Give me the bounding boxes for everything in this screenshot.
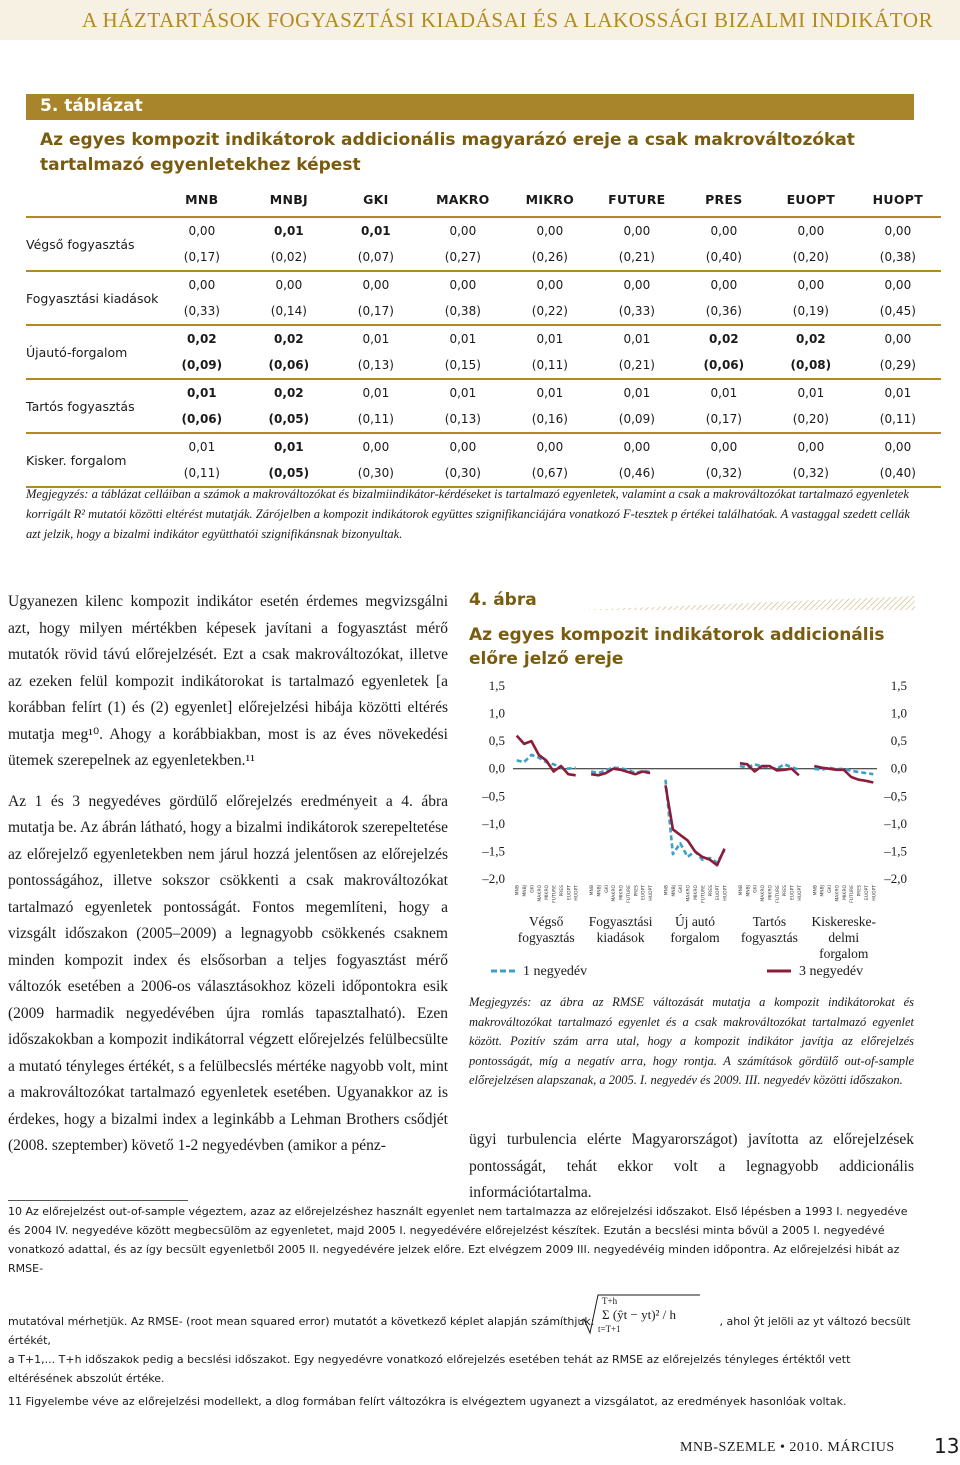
legend-label-1q: 1 negyedév: [523, 964, 588, 979]
table-row-pvalues: [26, 244, 941, 271]
group-label: forgalom: [819, 946, 869, 961]
table-cell-value: 0,00: [710, 278, 738, 292]
table-cell-pvalue: (0,36): [680, 298, 767, 325]
table-cell-pvalue: (0,06): [245, 352, 332, 379]
category-tick-label: GKI: [530, 885, 536, 893]
table-note: Megjegyzés: a táblázat celláiban a számok a makrováltozókat és bizalmiindikátor-kérdéseket is tartalmazó egyenletek, valamint a csak a makrováltozókat tartalmazó egyenletek korrigált R² mutatói közötti eltérést mutatják. Zárójelben a kompozit indikátorok együttes szignifikanciájára vonatkozó F-tesztek p értékei találhatóak. A vastaggal szedett cellák azt jelzik, hogy a bizalmi indikátor együtthatói szignifikánsnak bizonyultak.: [26, 487, 910, 541]
table-cell-pvalue: (0,32): [680, 460, 767, 487]
table-cell-value: 0,02: [274, 332, 304, 346]
group-label: delmi: [828, 930, 860, 945]
column-header-mikro: MIKRO: [525, 191, 575, 207]
y-tick-right: 0,0: [890, 760, 907, 776]
table-row-pvalues: [26, 460, 941, 487]
category-tick-label: MNBJ: [597, 885, 603, 897]
table-cell-value: 0,00: [623, 224, 651, 238]
category-tick-label: FUTURE: [850, 885, 856, 903]
table-cell-pvalue: (0,11): [332, 406, 419, 433]
y-tick-right: –1,5: [884, 843, 907, 859]
table-header-row: [26, 182, 941, 217]
category-tick-label: FUTURE: [552, 885, 558, 903]
category-tick-label: HUOPT: [797, 885, 803, 901]
table-cell-value: 0,02: [709, 332, 739, 346]
category-tick-label: HUOPT: [649, 885, 655, 901]
table-cell-value: 0,01: [710, 386, 738, 400]
page-number: 13: [934, 1434, 960, 1458]
group-label: Tartós: [752, 914, 787, 929]
table-cell-value: 0,02: [796, 332, 826, 346]
category-tick-label: PRES: [857, 885, 863, 897]
column-header-pres: PRES: [705, 191, 743, 207]
table-cell-value: 0,01: [797, 386, 825, 400]
group-label: Új autó: [674, 914, 716, 929]
table-cell-pvalue: (0,45): [854, 298, 941, 325]
column-header-mnbj: MNBJ: [269, 191, 308, 207]
category-tick-label: MNBJ: [523, 885, 529, 897]
column-header-euopt: EUOPT: [786, 191, 836, 207]
legend-label-3q: 3 negyedév: [799, 964, 864, 979]
table-cell-pvalue: (0,16): [506, 406, 593, 433]
table-cell-value: 0,01: [623, 332, 651, 346]
y-tick-right: 1,5: [890, 678, 907, 693]
table-cell-pvalue: (0,15): [419, 352, 506, 379]
y-tick-right: 0,5: [890, 733, 907, 749]
table-cell-pvalue: (0,40): [854, 460, 941, 487]
table-cell-pvalue: (0,09): [593, 406, 680, 433]
table-cell-pvalue: (0,32): [767, 460, 854, 487]
category-tick-label: MNBJ: [671, 885, 677, 897]
table-cell-pvalue: (0,19): [767, 298, 854, 325]
category-tick-label: MIKRO: [694, 885, 699, 900]
y-tick-left: 0,5: [488, 733, 505, 749]
category-tick-label: MIKRO: [545, 885, 551, 900]
table-cell-value: 0,00: [536, 224, 564, 238]
y-tick-left: –2,0: [482, 871, 505, 886]
table-cell-pvalue: (0,26): [506, 244, 593, 271]
table-cell-value: 0,00: [884, 332, 912, 346]
table-cell-value: 0,00: [884, 440, 912, 454]
figure-label: 4. ábra: [469, 590, 537, 610]
category-tick-label: EUOPT: [864, 885, 870, 901]
table-cell-value: 0,00: [536, 440, 564, 454]
table-cell-value: 0,00: [710, 440, 738, 454]
table-cell-pvalue: (0,11): [506, 352, 593, 379]
category-tick-label: GKI: [753, 885, 759, 893]
category-tick-label: HUOPT: [723, 885, 729, 901]
group-label: Végső: [528, 914, 564, 929]
y-tick-left: 0,0: [488, 760, 505, 776]
footnotes: [8, 1202, 918, 1411]
table-cell-value: 0,02: [274, 386, 304, 400]
row-label: Tartós fogyasztás: [26, 379, 158, 433]
table-cell-pvalue: (0,27): [419, 244, 506, 271]
category-tick-label: MNB: [590, 885, 596, 896]
table-corner: [26, 182, 158, 217]
table-cell-value: 0,00: [710, 224, 738, 238]
table-cell-pvalue: (0,21): [593, 244, 680, 271]
running-header: [0, 0, 960, 40]
footnote-rule: [8, 1200, 188, 1201]
y-tick-right: –2,0: [884, 871, 907, 886]
category-tick-label: MIKRO: [619, 885, 625, 900]
y-tick-left: 1,0: [488, 705, 505, 721]
group-label: kiadások: [596, 930, 645, 945]
table-cell-pvalue: (0,13): [419, 406, 506, 433]
category-tick-label: MNB: [515, 885, 521, 896]
table-cell-pvalue: (0,02): [245, 244, 332, 271]
category-tick-label: EUOPT: [567, 885, 573, 901]
table-cell-value: 0,00: [449, 440, 477, 454]
category-tick-label: MNBJ: [746, 885, 752, 897]
category-tick-label: HUOPT: [574, 885, 580, 901]
table-body: [26, 217, 941, 487]
category-tick-label: GKI: [828, 885, 834, 893]
table-cell-pvalue: (0,33): [158, 298, 245, 325]
table-cell-pvalue: (0,40): [680, 244, 767, 271]
category-tick-label: MNB: [813, 885, 819, 896]
table-cell-pvalue: (0,17): [680, 406, 767, 433]
body-paragraph: Ugyanezen kilenc kompozit indikátor esetén érdemes megvizsgálni azt, hogy milyen mértékben képesek javítani a fogyasztást mérő mutatók rövid távú előrejelzését. Ezt a csak makrováltozókat, illetve az ezeken felül kompozit indikátorokat is tartalmazó egyenletek [a korábban felírt (1) és (2) egyenlet] előrejelzési hibája közötti eltérés mutatja meg¹⁰. Ahogy a korábbiakban, most is az éves növekedési ütemek szerepelnek az egyenletekben.¹¹: [8, 593, 448, 769]
y-tick-left: –0,5: [482, 788, 505, 804]
table-cell-pvalue: (0,46): [593, 460, 680, 487]
table-cell-pvalue: (0,20): [767, 406, 854, 433]
formula-upper: T+h: [602, 1296, 618, 1306]
table-cell-value: 0,01: [884, 386, 912, 400]
y-tick-left: –1,0: [482, 815, 505, 831]
table-cell-value: 0,01: [362, 386, 390, 400]
running-header-title: A HÁZTARTÁSOK FOGYASZTÁSI KIADÁSAI ÉS A LAKOSSÁGI BIZALMI INDIKÁTOR: [82, 8, 934, 32]
table-cell-pvalue: (0,11): [158, 460, 245, 487]
table-cell-value: 0,00: [449, 278, 477, 292]
table-cell-pvalue: (0,05): [245, 406, 332, 433]
table-cell-value: 0,00: [362, 278, 390, 292]
table-cell-value: 0,00: [188, 278, 216, 292]
table-row: [26, 433, 941, 460]
footnote-10: 10 Az előrejelzést out-of-sample végeztem, azaz az előrejelzéshez használt egyenlet nem tartalmazza az előrejelzési időszakot. Első lépésben a 1993 I. negyedéve és 2004 IV. negyedéve között megbecsülöm az egyenletet, majd 2005 I. negyedévére előrejelzést készítek. Ezután a becslési minta bővül a 2005 I. negyedévé vonatkozó adattal, és az így becsült egyenletből 2005 II. negyedévére jelzek előre. Ezt elvégzem 2009 III. negyedévéig minden időpontra. Az előrejelzési hibát az RMSE-: [8, 1205, 908, 1275]
table-cell-pvalue: (0,30): [419, 460, 506, 487]
table-cell-pvalue: (0,06): [158, 406, 245, 433]
table-cell-pvalue: (0,05): [245, 460, 332, 487]
formula-body: Σ (ŷt − yt)² / h: [602, 1307, 677, 1322]
row-label: Kisker. forgalom: [26, 433, 158, 487]
category-tick-label: EUOPT: [641, 885, 647, 901]
table-cell-pvalue: (0,06): [680, 352, 767, 379]
y-tick-left: 1,5: [488, 678, 505, 693]
table-cell-pvalue: (0,14): [245, 298, 332, 325]
row-label: Fogyasztási kiadások: [26, 271, 158, 325]
table-cell-pvalue: (0,09): [158, 352, 245, 379]
table-cell-value: 0,01: [449, 332, 477, 346]
column-header-huopt: HUOPT: [872, 191, 924, 207]
group-label: fogyasztás: [517, 930, 575, 945]
table-cell-value: 0,01: [536, 386, 564, 400]
rmse-chart: [465, 672, 915, 990]
table-row-pvalues: [26, 406, 941, 433]
body-left-column: [8, 589, 448, 1174]
table-cell-value: 0,00: [623, 278, 651, 292]
table-row: [26, 217, 941, 244]
table-row: [26, 271, 941, 298]
table-cell-pvalue: (0,67): [506, 460, 593, 487]
table-cell-value: 0,00: [275, 278, 303, 292]
table-cell-pvalue: (0,20): [767, 244, 854, 271]
table-row-pvalues: [26, 352, 941, 379]
table-cell-value: 0,02: [187, 332, 217, 346]
table-cell-pvalue: (0,38): [854, 244, 941, 271]
table-cell-value: 0,01: [449, 386, 477, 400]
figure-title: Az egyes kompozit indikátorok addicionális előre jelző ereje: [469, 625, 885, 669]
group-label: Fogyasztási: [588, 914, 653, 929]
column-header-makro: MAKRO: [436, 191, 490, 207]
table-cell-value: 0,00: [536, 278, 564, 292]
table-cell-pvalue: (0,21): [593, 352, 680, 379]
table-cell-value: 0,00: [362, 440, 390, 454]
category-tick-label: MNB: [664, 885, 670, 896]
table-cell-pvalue: (0,33): [593, 298, 680, 325]
category-tick-label: PRES: [708, 885, 714, 897]
table-cell-pvalue: (0,17): [158, 244, 245, 271]
table-cell-value: 0,01: [274, 224, 304, 238]
table-cell-pvalue: (0,07): [332, 244, 419, 271]
footnote-10-formula-line: [8, 1312, 918, 1350]
table-cell-value: 0,01: [274, 440, 304, 454]
table-cell-pvalue: (0,38): [419, 298, 506, 325]
results-table: [26, 182, 941, 488]
body-paragraph: Az 1 és 3 negyedéves gördülő előrejelzés eredményeit a 4. ábra mutatja be. Az ábrán látható, hogy a bizalmi indikátorok szerepeltetése az előrejelző egyenletekben nem járul hozzá jelentősen az előrejelzés pontosságához, illetve sokszor csökkenti a csak makrováltozókat tartalmazó egyenletek pontosságát. Fontos megemlíteni, hogy a vizsgált időszakon (2005–2009) a legnagyobb csökkenés csaknem minden kompozit index és elsősorban a teljes fogyasztást mérő változók esetében a 2006-os választásokhoz közeli időpontokra esik (2009 harmadik negyedévében újra romlás tapasztalható). Ezen időszakokban a kompozit indikátorral végzett előrejelzés felülbecsülte a mutató tényleges értékét, s a felülbecslés mértéke nagyobb volt, mint a makrováltozókat tartalmazó egyenletek esetében. Ugyanakkor az is érdekes, hogy a bizalmi index a leginkább a Lehman Brothers csődjét (2008. szeptember) követő 1-2 negyedévben (amikor a pénz-: [8, 792, 448, 1154]
category-tick-label: MNB: [738, 885, 744, 896]
row-label: Újautó-forgalom: [26, 325, 158, 379]
footnote-10-continued: a T+1,... T+h időszakok pedig a becslési időszakot. Egy negyedévre vonatkozó előrejelzés esetében tehát az RMSE az előrejelzés tényleges értéktől vett eltérésének abszolút értéke.: [8, 1353, 851, 1385]
table-row: [26, 325, 941, 352]
footnote-10-text: mutatóval mérhetjük. Az RMSE- (root mean squared error) mutatót a következő képlet alapján számíthjuk:: [8, 1315, 595, 1328]
body-right-column: ügyi turbulencia elérte Magyarországot) javította az előrejelzések pontosságát, tehát ekkor volt a legnagyobb addicionális információtartalma.: [469, 1131, 914, 1201]
category-tick-label: MIKRO: [768, 885, 774, 900]
table-cell-pvalue: (0,17): [332, 298, 419, 325]
column-header-gki: GKI: [363, 191, 389, 207]
table-cell-value: 0,00: [797, 278, 825, 292]
table-cell-value: 0,00: [188, 224, 216, 238]
table-row: [26, 379, 941, 406]
footnote-11: 11 Figyelembe véve az előrejelzési modellekt, a dlog formában felírt változókra is elvégeztem ugyanezt a vizsgálatot, az eredmények hasonlóak voltak.: [8, 1395, 847, 1408]
category-tick-label: EUOPT: [790, 885, 796, 901]
table-cell-pvalue: (0,29): [854, 352, 941, 379]
table-cell-pvalue: (0,22): [506, 298, 593, 325]
table-row-pvalues: [26, 298, 941, 325]
column-header-mnb: MNB: [185, 191, 219, 207]
category-tick-label: HUOPT: [872, 885, 878, 901]
table-cell-value: 0,00: [884, 224, 912, 238]
series-line-3q-group-3: [740, 763, 799, 775]
table-cell-pvalue: (0,13): [332, 352, 419, 379]
category-tick-label: MNBJ: [820, 885, 826, 897]
category-tick-label: MAKRO: [761, 885, 767, 902]
category-tick-label: MAKRO: [835, 885, 841, 902]
table-cell-value: 0,00: [449, 224, 477, 238]
figure-label-hatch: [580, 596, 915, 610]
y-tick-left: –1,5: [482, 843, 505, 859]
category-tick-label: PRES: [559, 885, 565, 897]
category-tick-label: GKI: [679, 885, 685, 893]
category-tick-label: EUOPT: [716, 885, 722, 901]
table-cell-value: 0,00: [797, 440, 825, 454]
category-tick-label: MAKRO: [612, 885, 618, 902]
table-label: 5. táblázat: [40, 96, 143, 116]
table-cell-value: 0,01: [362, 332, 390, 346]
table-cell-pvalue: (0,11): [854, 406, 941, 433]
table-title: Az egyes kompozit indikátorok addicionális magyarázó ereje a csak makrováltozókat tartalmazó egyenletekhez képest: [40, 130, 855, 175]
table-cell-pvalue: (0,30): [332, 460, 419, 487]
table-label-bar: [26, 94, 914, 120]
category-tick-label: FUTURE: [626, 885, 632, 903]
journal-footer: MNB-SZEMLE • 2010. MÁRCIUS: [680, 1440, 895, 1455]
category-tick-label: PRES: [783, 885, 789, 897]
category-tick-label: PRES: [634, 885, 640, 897]
y-tick-right: –1,0: [884, 815, 907, 831]
table-cell-value: 0,01: [536, 332, 564, 346]
group-label: Kiskereske-: [811, 914, 877, 929]
category-tick-label: GKI: [604, 885, 610, 893]
table-cell-value: 0,00: [884, 278, 912, 292]
group-label: forgalom: [670, 930, 720, 945]
column-header-future: FUTURE: [608, 191, 666, 207]
figure-note: Megjegyzés: az ábra az RMSE változását mutatja a kompozit indikátorokat és makrováltozókat tartalmazó egyenlet és a csak makrováltozókat tartalmazó egyenlet között. Pozitív szám arra utal, hogy a kompozit indikátor javítja az előrejelzés pontosságát, míg a negatív arra, hogy rontja. A számítások gördülő out-of-sample előrejelzésen alapszanak, a 2005. I. negyedév és 2009. III. negyedév közötti időszakon.: [469, 995, 914, 1087]
category-tick-label: MAKRO: [537, 885, 543, 902]
footnote-10-text-2: , ahol ŷt jelöli az yt változó becsült értékét,: [8, 1315, 911, 1347]
category-tick-label: FUTURE: [775, 885, 781, 903]
category-tick-label: MIKRO: [842, 885, 848, 900]
table-cell-value: 0,00: [797, 224, 825, 238]
row-label: Végső fogyasztás: [26, 217, 158, 271]
y-tick-right: 1,0: [890, 705, 907, 721]
table-cell-value: 0,01: [623, 386, 651, 400]
formula-lower: t=T+1: [598, 1324, 621, 1334]
group-label: fogyasztás: [740, 930, 798, 945]
y-tick-right: –0,5: [884, 788, 907, 804]
table-cell-value: 0,01: [187, 386, 217, 400]
category-tick-label: FUTURE: [701, 885, 707, 903]
table-cell-value: 0,00: [623, 440, 651, 454]
category-tick-label: MAKRO: [686, 885, 692, 902]
table-cell-pvalue: (0,08): [767, 352, 854, 379]
table-cell-value: 0,01: [188, 440, 216, 454]
table-cell-value: 0,01: [361, 224, 391, 238]
